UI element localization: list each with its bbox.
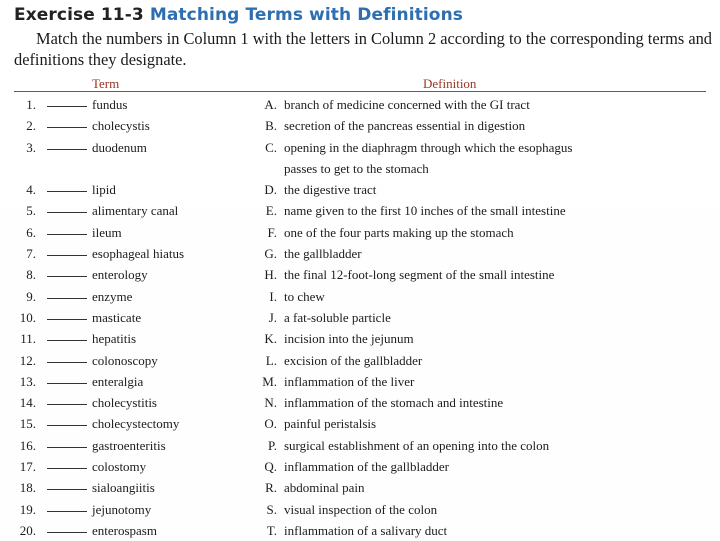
table-row [0, 520, 720, 541]
definition-letter: O. [264, 416, 277, 432]
term-column-header: Term [92, 76, 120, 91]
definition-text [284, 413, 704, 434]
table-row [0, 499, 720, 520]
definition-line: the digestive tract [284, 182, 377, 198]
term-text: cholecystectomy [92, 416, 180, 432]
answer-blank[interactable] [47, 255, 87, 256]
item-number: 11. [20, 331, 36, 347]
item-number: 17. [19, 459, 36, 475]
definition-letter: J. [268, 309, 277, 325]
item-number: 5. [26, 203, 36, 219]
definition-line: one of the four parts making up the stomach [284, 224, 514, 240]
definition-letter: L. [265, 352, 277, 368]
definition-text [284, 243, 704, 264]
definition-letter: G. [264, 246, 277, 262]
definition-line: inflammation of the stomach and intestine [284, 395, 504, 411]
answer-blank[interactable] [47, 404, 87, 405]
definition-line: painful peristalsis [284, 416, 377, 432]
definition-letter: I. [269, 288, 277, 304]
item-number: 2. [26, 118, 36, 134]
definition-letter: Q. [264, 459, 277, 475]
header-divider [14, 91, 706, 92]
answer-blank[interactable] [47, 532, 87, 533]
answer-blank[interactable] [47, 340, 87, 341]
definition-line: the gallbladder [284, 246, 362, 262]
answer-blank[interactable] [47, 212, 87, 213]
definition-text [284, 328, 704, 349]
definition-text [284, 222, 704, 243]
definition-line: the final 12-foot-long segment of the small intestine [284, 267, 555, 283]
definition-text [284, 200, 704, 221]
definition-line-continued: passes to get to the stomach [284, 160, 429, 176]
answer-blank[interactable] [47, 362, 87, 363]
definition-letter: C. [265, 139, 277, 155]
term-text: masticate [92, 309, 142, 325]
table-row [0, 115, 720, 136]
definition-line: inflammation of the liver [284, 373, 415, 389]
definition-text [284, 371, 704, 392]
table-row [0, 94, 720, 115]
table-row [0, 435, 720, 456]
item-number: 13. [19, 373, 36, 389]
term-text: jejunotomy [92, 501, 152, 517]
definition-line: abdominal pain [284, 480, 365, 496]
item-number: 6. [26, 224, 36, 240]
definition-letter: M. [262, 373, 277, 389]
table-row [0, 392, 720, 413]
definition-line: inflammation of a salivary duct [284, 522, 448, 538]
item-number: 7. [26, 246, 36, 262]
definition-line: a fat-soluble particle [284, 309, 391, 325]
matching-table [0, 94, 720, 541]
term-text: esophageal hiatus [92, 246, 185, 262]
table-row [0, 413, 720, 434]
term-text: enterology [92, 267, 148, 283]
table-row [0, 222, 720, 243]
item-number: 8. [26, 267, 36, 283]
definition-line: secretion of the pancreas essential in digestion [284, 118, 526, 134]
table-row [0, 371, 720, 392]
definition-line: incision into the jejunum [284, 331, 414, 347]
answer-blank[interactable] [47, 425, 87, 426]
table-row [0, 328, 720, 349]
definition-text [284, 477, 704, 498]
definition-letter: D. [264, 182, 277, 198]
definition-line: visual inspection of the colon [284, 501, 438, 517]
answer-blank[interactable] [47, 489, 87, 490]
term-text: cholecystitis [92, 395, 157, 411]
term-text: alimentary canal [92, 203, 179, 219]
table-row [0, 307, 720, 328]
definition-text [284, 94, 704, 115]
item-number: 10. [19, 309, 36, 325]
definition-column-header: Definition [423, 76, 477, 91]
definition-letter: N. [264, 395, 277, 411]
definition-letter: A. [264, 97, 277, 112]
definition-letter: F. [267, 224, 277, 240]
definition-letter: T. [266, 522, 277, 538]
definition-text [284, 392, 704, 413]
answer-blank[interactable] [47, 319, 87, 320]
table-row [0, 350, 720, 371]
definition-letter: K. [264, 331, 277, 347]
definition-text [284, 456, 704, 477]
item-number: 3. [26, 139, 36, 155]
instructions-text: Match the numbers in Column 1 with the letters in Column 2 according to the corresponding terms and definitions they designate. [14, 29, 712, 69]
table-row [0, 477, 720, 498]
table-row [0, 179, 720, 200]
definition-text [284, 435, 704, 456]
definition-line: name given to the first 10 inches of the small intestine [284, 203, 566, 219]
item-number: 12. [19, 352, 36, 368]
answer-blank[interactable] [47, 468, 87, 469]
term-text: fundus [92, 97, 128, 112]
term-text: hepatitis [92, 331, 137, 347]
table-row [0, 456, 720, 477]
answer-blank[interactable] [47, 149, 87, 150]
answer-blank[interactable] [47, 298, 87, 299]
definition-text [284, 520, 704, 541]
answer-blank[interactable] [47, 191, 87, 192]
definition-text [284, 179, 704, 200]
exercise-name: Matching Terms with Definitions [149, 5, 463, 25]
item-number: 20. [19, 522, 36, 538]
term-text: cholecystis [92, 118, 150, 134]
definition-text [284, 499, 704, 520]
definition-letter: S. [266, 501, 277, 517]
definition-line: branch of medicine concerned with the GI tract [284, 97, 530, 112]
answer-blank[interactable] [47, 383, 87, 384]
definition-letter: B. [265, 118, 277, 134]
item-number: 16. [19, 437, 36, 453]
term-text: ileum [92, 224, 122, 240]
definition-letter: R. [265, 480, 277, 496]
term-text: lipid [92, 182, 116, 198]
item-number: 4. [26, 182, 36, 198]
term-text: enteralgia [92, 373, 144, 389]
term-text: colostomy [92, 459, 147, 475]
definition-line: opening in the diaphragm through which the esophagus [284, 139, 573, 155]
definition-letter: H. [264, 267, 277, 283]
exercise-number: Exercise 11-3 [14, 5, 144, 25]
definition-text [284, 115, 704, 136]
answer-blank[interactable] [47, 234, 87, 235]
table-row [0, 137, 720, 180]
answer-blank[interactable] [47, 276, 87, 277]
item-number: 19. [19, 501, 36, 517]
definition-text [284, 137, 704, 180]
table-row [0, 243, 720, 264]
term-text: enterospasm [92, 522, 157, 538]
term-text: enzyme [92, 288, 133, 304]
term-text: duodenum [92, 139, 147, 155]
answer-blank[interactable] [47, 447, 87, 448]
table-row [0, 264, 720, 285]
table-row [0, 200, 720, 221]
term-text: sialoangiitis [92, 480, 155, 496]
definition-line: excision of the gallbladder [284, 352, 423, 368]
definition-letter: P. [267, 437, 277, 453]
term-text: gastroenteritis [92, 437, 166, 453]
definition-text [284, 350, 704, 371]
answer-blank[interactable] [47, 106, 87, 107]
item-number: 1. [26, 97, 36, 112]
item-number: 9. [26, 288, 36, 304]
item-number: 14. [19, 395, 36, 411]
definition-line: surgical establishment of an opening into the colon [284, 437, 550, 453]
definition-text [284, 307, 704, 328]
answer-blank[interactable] [47, 127, 87, 128]
definition-line: inflammation of the gallbladder [284, 459, 449, 475]
item-number: 18. [19, 480, 36, 496]
item-number: 15. [19, 416, 36, 432]
definition-text [284, 264, 704, 285]
definition-line: to chew [284, 288, 325, 304]
term-text: colonoscopy [92, 352, 158, 368]
definition-letter: E. [265, 203, 277, 219]
exercise-title [14, 5, 463, 25]
answer-blank[interactable] [47, 511, 87, 512]
table-row [0, 286, 720, 307]
definition-text [284, 286, 704, 307]
